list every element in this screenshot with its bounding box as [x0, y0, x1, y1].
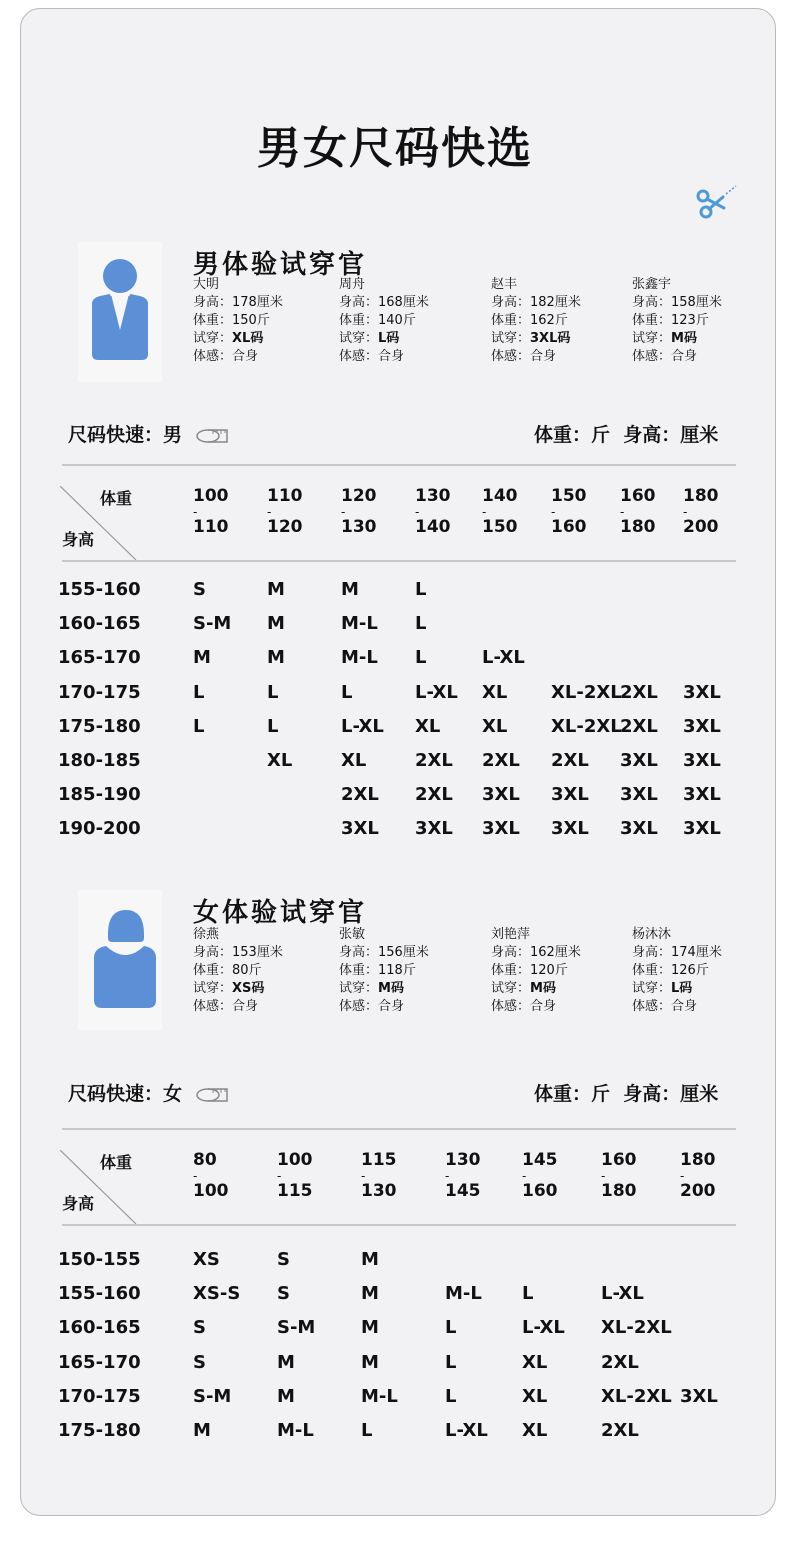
weight-range-header: [193, 488, 229, 536]
size-cell: S-M: [193, 613, 232, 635]
tester-feel: 体感：合身: [193, 349, 259, 364]
weight-range-dash: -: [341, 505, 346, 519]
tester-try-on: [339, 980, 429, 998]
height-range-label: 155-160: [58, 1283, 141, 1305]
size-cell: 3XL: [620, 784, 658, 806]
tester-try-on: [632, 330, 722, 348]
weight-range-header: [522, 1152, 558, 1200]
weight-range-to: 150: [482, 517, 518, 537]
men-units-label: 体重：斤 身高：厘米: [534, 424, 719, 446]
weight-range-to: 180: [620, 517, 656, 537]
tester-name: 周舟: [339, 277, 366, 292]
size-cell: L: [445, 1385, 457, 1407]
tester-weight: 体重：150斤: [193, 313, 270, 328]
weight-range-header: [482, 488, 518, 536]
size-cell: S: [277, 1283, 290, 1305]
height-range-label: 160-165: [58, 613, 141, 635]
size-cell: 2XL: [341, 784, 379, 806]
weight-range-header: [415, 488, 451, 536]
divider: [62, 1224, 736, 1226]
size-cell: M: [361, 1249, 379, 1270]
weight-range-header: [267, 488, 303, 536]
height-range-label: 190-200: [58, 818, 141, 840]
size-cell: L: [267, 681, 279, 703]
weight-range-header: [341, 488, 377, 536]
tester-try-size: M码: [378, 981, 404, 996]
weight-range-from: 100: [193, 486, 229, 506]
size-cell: M: [267, 613, 285, 635]
height-header: 身高: [62, 530, 95, 549]
weight-range-header: [445, 1152, 481, 1200]
tester-try-size: L码: [671, 981, 693, 996]
weight-range-to: 200: [680, 1181, 716, 1201]
height-range-label: 160-165: [58, 1317, 141, 1339]
male-avatar: [78, 242, 162, 382]
tester-try-label: 试穿：: [339, 331, 379, 346]
size-cell: M: [193, 1420, 211, 1441]
weight-range-from: 160: [601, 1150, 637, 1170]
tester-height: 身高：153厘米: [193, 945, 283, 960]
tester-name: 杨沐沐: [632, 927, 672, 942]
size-cell: S: [193, 1317, 206, 1339]
tester-weight: 体重：123斤: [632, 313, 709, 328]
weight-range-from: 140: [482, 486, 518, 506]
size-cell: XL: [341, 750, 367, 771]
tape-measure-icon: [195, 427, 229, 445]
tester-feel: 体感：合身: [632, 349, 698, 364]
weight-header: 体重: [100, 489, 133, 508]
weight-range-to: 100: [193, 1181, 229, 1201]
weight-range-from: 180: [683, 486, 719, 506]
tester-height: 身高：174厘米: [632, 945, 722, 960]
tester-try-size: L码: [378, 331, 400, 346]
weight-range-to: 180: [601, 1181, 637, 1201]
weight-range-from: 145: [522, 1150, 558, 1170]
size-cell: 2XL: [620, 681, 658, 703]
height-range-label: 150-155: [58, 1249, 141, 1270]
tester-try-on: [491, 980, 581, 998]
size-cell: XL: [522, 1385, 548, 1407]
weight-range-dash: -: [445, 1169, 450, 1183]
size-cell: XL: [522, 1351, 548, 1373]
tester-height: 身高：156厘米: [339, 945, 429, 960]
size-cell: L: [361, 1420, 373, 1441]
tester-try-size: XL码: [232, 331, 264, 346]
tester-try-size: M码: [530, 981, 556, 996]
weight-range-from: 180: [680, 1150, 716, 1170]
size-cell: L-XL: [601, 1283, 644, 1305]
size-cell: 3XL: [415, 818, 453, 840]
weight-range-from: 130: [445, 1150, 481, 1170]
men-quick-label: 尺码快速：男: [68, 420, 229, 447]
size-cell: L-XL: [482, 647, 525, 669]
tester-try-on: [491, 330, 581, 348]
height-range-label: 175-180: [58, 715, 141, 737]
height-range-label: 185-190: [58, 784, 141, 806]
weight-range-header: [680, 1152, 716, 1200]
weight-range-dash: -: [277, 1169, 282, 1183]
tester-feel: 体感：合身: [339, 999, 405, 1014]
weight-range-from: 130: [415, 486, 451, 506]
tester-try-label: 试穿：: [193, 981, 233, 996]
size-cell: L: [193, 681, 205, 703]
size-cell: XL: [415, 715, 441, 737]
divider: [62, 464, 736, 466]
size-cell: S-M: [277, 1317, 316, 1339]
tester-height: 身高：168厘米: [339, 295, 429, 310]
tester-feel: 体感：合身: [491, 349, 557, 364]
size-cell: M: [267, 579, 285, 600]
size-cell: S: [277, 1249, 290, 1270]
weight-range-to: 140: [415, 517, 451, 537]
size-cell: M: [361, 1351, 379, 1373]
tester-weight: 体重：118斤: [339, 963, 416, 978]
weight-range-header: [277, 1152, 313, 1200]
height-range-label: 175-180: [58, 1420, 141, 1441]
women-quick-label: 尺码快速：女: [68, 1079, 229, 1106]
tester-card: [491, 276, 581, 366]
size-cell: L-XL: [522, 1317, 565, 1339]
size-cell: XS-S: [193, 1283, 241, 1305]
size-cell: 2XL: [415, 750, 453, 771]
tester-weight: 体重：162斤: [491, 313, 568, 328]
height-range-label: 165-170: [58, 1351, 141, 1373]
weight-range-dash: -: [361, 1169, 366, 1183]
tester-try-size: 3XL码: [530, 331, 571, 346]
size-cell: M: [267, 647, 285, 669]
weight-range-from: 100: [277, 1150, 313, 1170]
weight-range-dash: -: [680, 1169, 685, 1183]
size-cell: M-L: [341, 613, 378, 635]
size-cell: 3XL: [341, 818, 379, 840]
male-figure-icon: [86, 250, 156, 374]
weight-range-from: 160: [620, 486, 656, 506]
height-header: 身高: [62, 1194, 95, 1213]
size-cell: 2XL: [601, 1420, 639, 1441]
size-cell: XL: [482, 715, 508, 737]
tester-try-label: 试穿：: [193, 331, 233, 346]
weight-range-header: [620, 488, 656, 536]
tape-measure-icon: [195, 1086, 229, 1104]
size-cell: M-L: [277, 1420, 314, 1441]
size-cell: S: [193, 1351, 206, 1373]
tester-height: 身高：162厘米: [491, 945, 581, 960]
size-cell: L: [341, 681, 353, 703]
tester-try-label: 试穿：: [491, 981, 531, 996]
size-cell: 3XL: [620, 818, 658, 840]
weight-range-dash: -: [601, 1169, 606, 1183]
height-range-label: 170-175: [58, 1385, 141, 1407]
divider: [62, 1128, 736, 1130]
height-range-label: 180-185: [58, 750, 141, 771]
size-cell: 3XL: [680, 1385, 718, 1407]
size-cell: L: [415, 579, 427, 600]
weight-range-header: [551, 488, 587, 536]
size-cell: XL: [482, 681, 508, 703]
size-cell: 3XL: [551, 784, 589, 806]
size-cell: L: [415, 613, 427, 635]
weight-range-to: 115: [277, 1181, 313, 1201]
size-cell: 3XL: [683, 681, 721, 703]
tester-card: [632, 926, 722, 1016]
tester-name: 大明: [193, 277, 220, 292]
height-range-label: 165-170: [58, 647, 141, 669]
size-cell: L: [415, 647, 427, 669]
size-cell: L: [193, 715, 205, 737]
scissors-icon: [692, 182, 738, 222]
weight-range-to: 120: [267, 517, 303, 537]
tester-height: 身高：158厘米: [632, 295, 722, 310]
size-cell: 2XL: [551, 750, 589, 771]
tester-card: [339, 926, 429, 1016]
size-cell: 2XL: [620, 715, 658, 737]
weight-range-from: 120: [341, 486, 377, 506]
size-cell: L: [445, 1317, 457, 1339]
female-figure-icon: [86, 898, 162, 1022]
tester-feel: 体感：合身: [193, 999, 259, 1014]
size-cell: S: [193, 579, 206, 600]
tester-name: 张敏: [339, 927, 366, 942]
size-cell: XS: [193, 1249, 220, 1270]
tester-try-label: 试穿：: [632, 981, 672, 996]
tester-try-label: 试穿：: [632, 331, 672, 346]
tester-card: [193, 276, 283, 366]
weight-range-dash: -: [267, 505, 272, 519]
size-cell: L-XL: [445, 1420, 488, 1441]
weight-range-to: 160: [551, 517, 587, 537]
size-cell: M: [361, 1283, 379, 1305]
tester-name: 张鑫宇: [632, 277, 672, 292]
weight-range-header: [361, 1152, 397, 1200]
size-cell: XL-2XL: [551, 715, 622, 737]
size-cell: 2XL: [601, 1351, 639, 1373]
female-avatar: [78, 890, 162, 1030]
size-cell: M: [361, 1317, 379, 1339]
weight-range-from: 80: [193, 1150, 217, 1170]
tester-feel: 体感：合身: [491, 999, 557, 1014]
tester-feel: 体感：合身: [339, 349, 405, 364]
women-section-title: 女体验试穿官: [193, 898, 368, 928]
size-cell: L: [522, 1283, 534, 1305]
tester-weight: 体重：80斤: [193, 963, 262, 978]
weight-range-header: [193, 1152, 229, 1200]
size-cell: M-L: [445, 1283, 482, 1305]
size-cell: 3XL: [683, 750, 721, 771]
tester-height: 身高：178厘米: [193, 295, 283, 310]
weight-range-from: 110: [267, 486, 303, 506]
tester-try-label: 试穿：: [339, 981, 379, 996]
height-range-label: 155-160: [58, 579, 141, 600]
weight-range-from: 150: [551, 486, 587, 506]
size-cell: 3XL: [683, 784, 721, 806]
size-cell: 3XL: [683, 818, 721, 840]
size-cell: 2XL: [415, 784, 453, 806]
weight-range-dash: -: [193, 505, 198, 519]
tester-card: [491, 926, 581, 1016]
tester-try-size: M码: [671, 331, 697, 346]
size-cell: M: [277, 1385, 295, 1407]
weight-range-to: 160: [522, 1181, 558, 1201]
tester-weight: 体重：140斤: [339, 313, 416, 328]
weight-range-to: 145: [445, 1181, 481, 1201]
weight-range-header: [601, 1152, 637, 1200]
tester-try-on: [632, 980, 722, 998]
tester-weight: 体重：126斤: [632, 963, 709, 978]
size-cell: M: [341, 579, 359, 600]
size-cell: 2XL: [482, 750, 520, 771]
weight-range-to: 110: [193, 517, 229, 537]
tester-feel: 体感：合身: [632, 999, 698, 1014]
weight-range-dash: -: [482, 505, 487, 519]
page-title: 男女尺码快选: [257, 123, 533, 174]
weight-range-dash: -: [620, 505, 625, 519]
weight-range-dash: -: [415, 505, 420, 519]
weight-header: 体重: [100, 1153, 133, 1172]
tester-try-on: [193, 330, 283, 348]
weight-range-dash: -: [522, 1169, 527, 1183]
tester-name: 赵丰: [491, 277, 518, 292]
size-cell: M: [277, 1351, 295, 1373]
tester-weight: 体重：120斤: [491, 963, 568, 978]
size-cell: XL: [522, 1420, 548, 1441]
size-cell: L-XL: [341, 715, 384, 737]
tester-name: 刘艳萍: [491, 927, 531, 942]
divider: [62, 560, 736, 562]
tester-try-size: XS码: [232, 981, 265, 996]
size-cell: M-L: [341, 647, 378, 669]
size-cell: M: [193, 647, 211, 669]
weight-range-from: 115: [361, 1150, 397, 1170]
weight-range-to: 130: [361, 1181, 397, 1201]
size-cell: 3XL: [620, 750, 658, 771]
men-section-title: 男体验试穿官: [193, 250, 368, 280]
weight-range-dash: -: [683, 505, 688, 519]
weight-range-to: 200: [683, 517, 719, 537]
tester-try-label: 试穿：: [491, 331, 531, 346]
women-units-label: 体重：斤 身高：厘米: [534, 1083, 719, 1105]
size-cell: XL-2XL: [601, 1317, 672, 1339]
size-cell: S-M: [193, 1385, 232, 1407]
size-cell: XL: [267, 750, 293, 771]
height-range-label: 170-175: [58, 681, 141, 703]
size-cell: L: [267, 715, 279, 737]
tester-name: 徐燕: [193, 927, 220, 942]
tester-card: [632, 276, 722, 366]
weight-range-dash: -: [193, 1169, 198, 1183]
tester-try-on: [193, 980, 283, 998]
size-cell: XL-2XL: [601, 1385, 672, 1407]
size-cell: L: [445, 1351, 457, 1373]
weight-range-to: 130: [341, 517, 377, 537]
tester-height: 身高：182厘米: [491, 295, 581, 310]
size-cell: M-L: [361, 1385, 398, 1407]
size-cell: 3XL: [482, 818, 520, 840]
size-cell: L-XL: [415, 681, 458, 703]
weight-range-dash: -: [551, 505, 556, 519]
size-cell: 3XL: [482, 784, 520, 806]
tester-card: [339, 276, 429, 366]
size-cell: 3XL: [551, 818, 589, 840]
weight-range-header: [683, 488, 719, 536]
size-cell: XL-2XL: [551, 681, 622, 703]
size-cell: 3XL: [683, 715, 721, 737]
tester-card: [193, 926, 283, 1016]
tester-try-on: [339, 330, 429, 348]
